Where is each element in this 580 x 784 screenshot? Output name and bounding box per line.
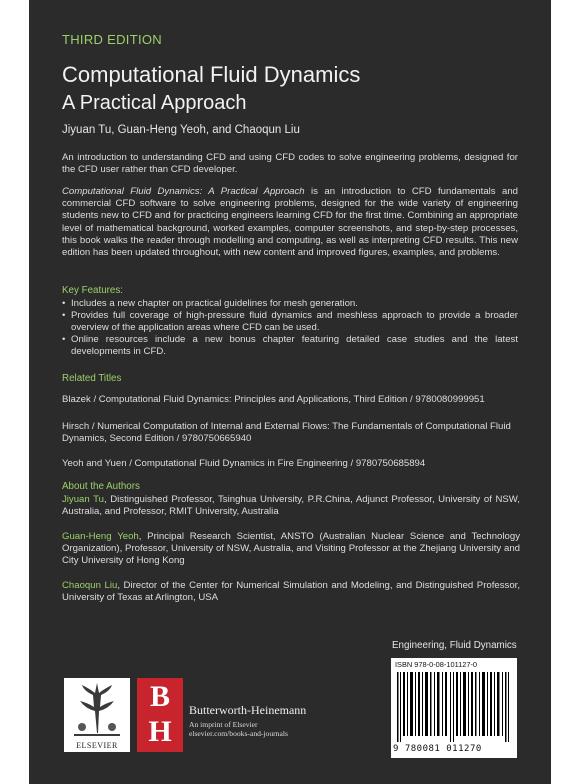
edition-label: THIRD EDITION xyxy=(62,32,162,47)
elsevier-tree-icon xyxy=(68,681,126,737)
author-name: Jiyuan Tu xyxy=(62,494,104,505)
description-paragraph xyxy=(62,186,518,259)
publisher-url: elsevier.com/books-and-journals xyxy=(189,729,288,738)
author-bio-text: , Director of the Center for Numerical Simulation and Modeling, and Distinguished Professor, University of Texas at Arlington, USA xyxy=(62,580,520,603)
authors-line: Jiyuan Tu, Guan-Heng Yeoh, and Chaoqun Liu xyxy=(62,124,300,136)
bh-logo-letter-h: H xyxy=(148,715,172,748)
subject-category: Engineering, Fluid Dynamics xyxy=(392,640,517,651)
key-feature-item: • Provides full coverage of high-pressure fluid dynamics and meshless approach to provide a broader overview of the application areas where CFD can be used. xyxy=(62,310,518,334)
author-bio xyxy=(62,580,520,604)
key-features-list xyxy=(62,298,518,358)
author-bio-text: , Distinguished Professor, Tsinghua University, P.R.China, Adjunct Professor, University of NSW, Australia, and Professor, RMIT University, Australia xyxy=(62,494,520,517)
key-feature-item: • Online resources include a new bonus chapter featuring detailed case studies and the latest developments in CFD. xyxy=(62,334,518,358)
related-title-item: Blazek / Computational Fluid Dynamics: Principles and Applications, Third Edition / 9780080999951 xyxy=(62,394,485,405)
related-title-item: Yeoh and Yuen / Computational Fluid Dynamics in Fire Engineering / 9780750685894 xyxy=(62,458,426,469)
author-name: Guan-Heng Yeoh xyxy=(62,531,139,542)
butterworth-heinemann-logo xyxy=(137,678,183,752)
description-text: is an introduction to CFD fundamentals and commercial CFD software to solve engineering problems, designed for the wide variety of engineering students new to CFD and for practicing engineers learning CFD for the first time. Combining an appropriate level of mathematical background, worked examples, computer screenshots, and step-by-step processes, this book walks the reader through modelling and computing, as well as interpreting CFD results. This new edition has been updated throughout, with new content and improved figures, examples, and problems. xyxy=(62,186,518,259)
author-bio xyxy=(62,531,520,567)
related-title-item: Hirsch / Numerical Computation of Internal and External Flows: The Fundamentals of Computational Fluid Dynamics, Second Edition / 9780750665940 xyxy=(62,421,511,444)
author-bio-text: , Principal Research Scientist, ANSTO (Australian Nuclear Science and Technology Organization), Professor, University of NSW, Australia, and Visiting Professor at the Zhejiang University and City University of Hong Kong xyxy=(62,531,520,566)
book-title: Computational Fluid Dynamics xyxy=(62,62,361,87)
isbn-label: ISBN 978-0-08-101127-0 xyxy=(395,660,478,669)
intro-paragraph: An introduction to understanding CFD and using CFD codes to solve engineering problems, designed for the CFD user rather than CFD developer. xyxy=(62,152,518,176)
publisher-name: Butterworth-Heinemann xyxy=(189,703,307,717)
key-feature-item: • Includes a new chapter on practical guidelines for mesh generation. xyxy=(62,298,518,310)
about-authors-heading: About the Authors xyxy=(62,481,140,492)
bh-logo-letter-b: B xyxy=(149,680,170,713)
book-subtitle: A Practical Approach xyxy=(62,92,247,114)
author-name: Chaoqun Liu xyxy=(62,580,118,591)
key-features-heading: Key Features: xyxy=(62,285,123,296)
elsevier-logo xyxy=(64,678,130,752)
isbn-barcode-box xyxy=(391,658,517,758)
barcode-digits: 9 780081 011270 xyxy=(393,744,482,754)
publisher-imprint-line: An imprint of Elsevier xyxy=(189,720,258,729)
publisher-imprint xyxy=(189,720,288,738)
description-italic-title: Computational Fluid Dynamics: A Practical Approach xyxy=(62,186,305,197)
back-cover xyxy=(29,0,551,784)
related-titles-heading: Related Titles xyxy=(62,373,122,384)
author-bio xyxy=(62,494,520,518)
elsevier-label: ELSEVIER xyxy=(76,741,118,750)
barcode-icon xyxy=(395,672,513,742)
